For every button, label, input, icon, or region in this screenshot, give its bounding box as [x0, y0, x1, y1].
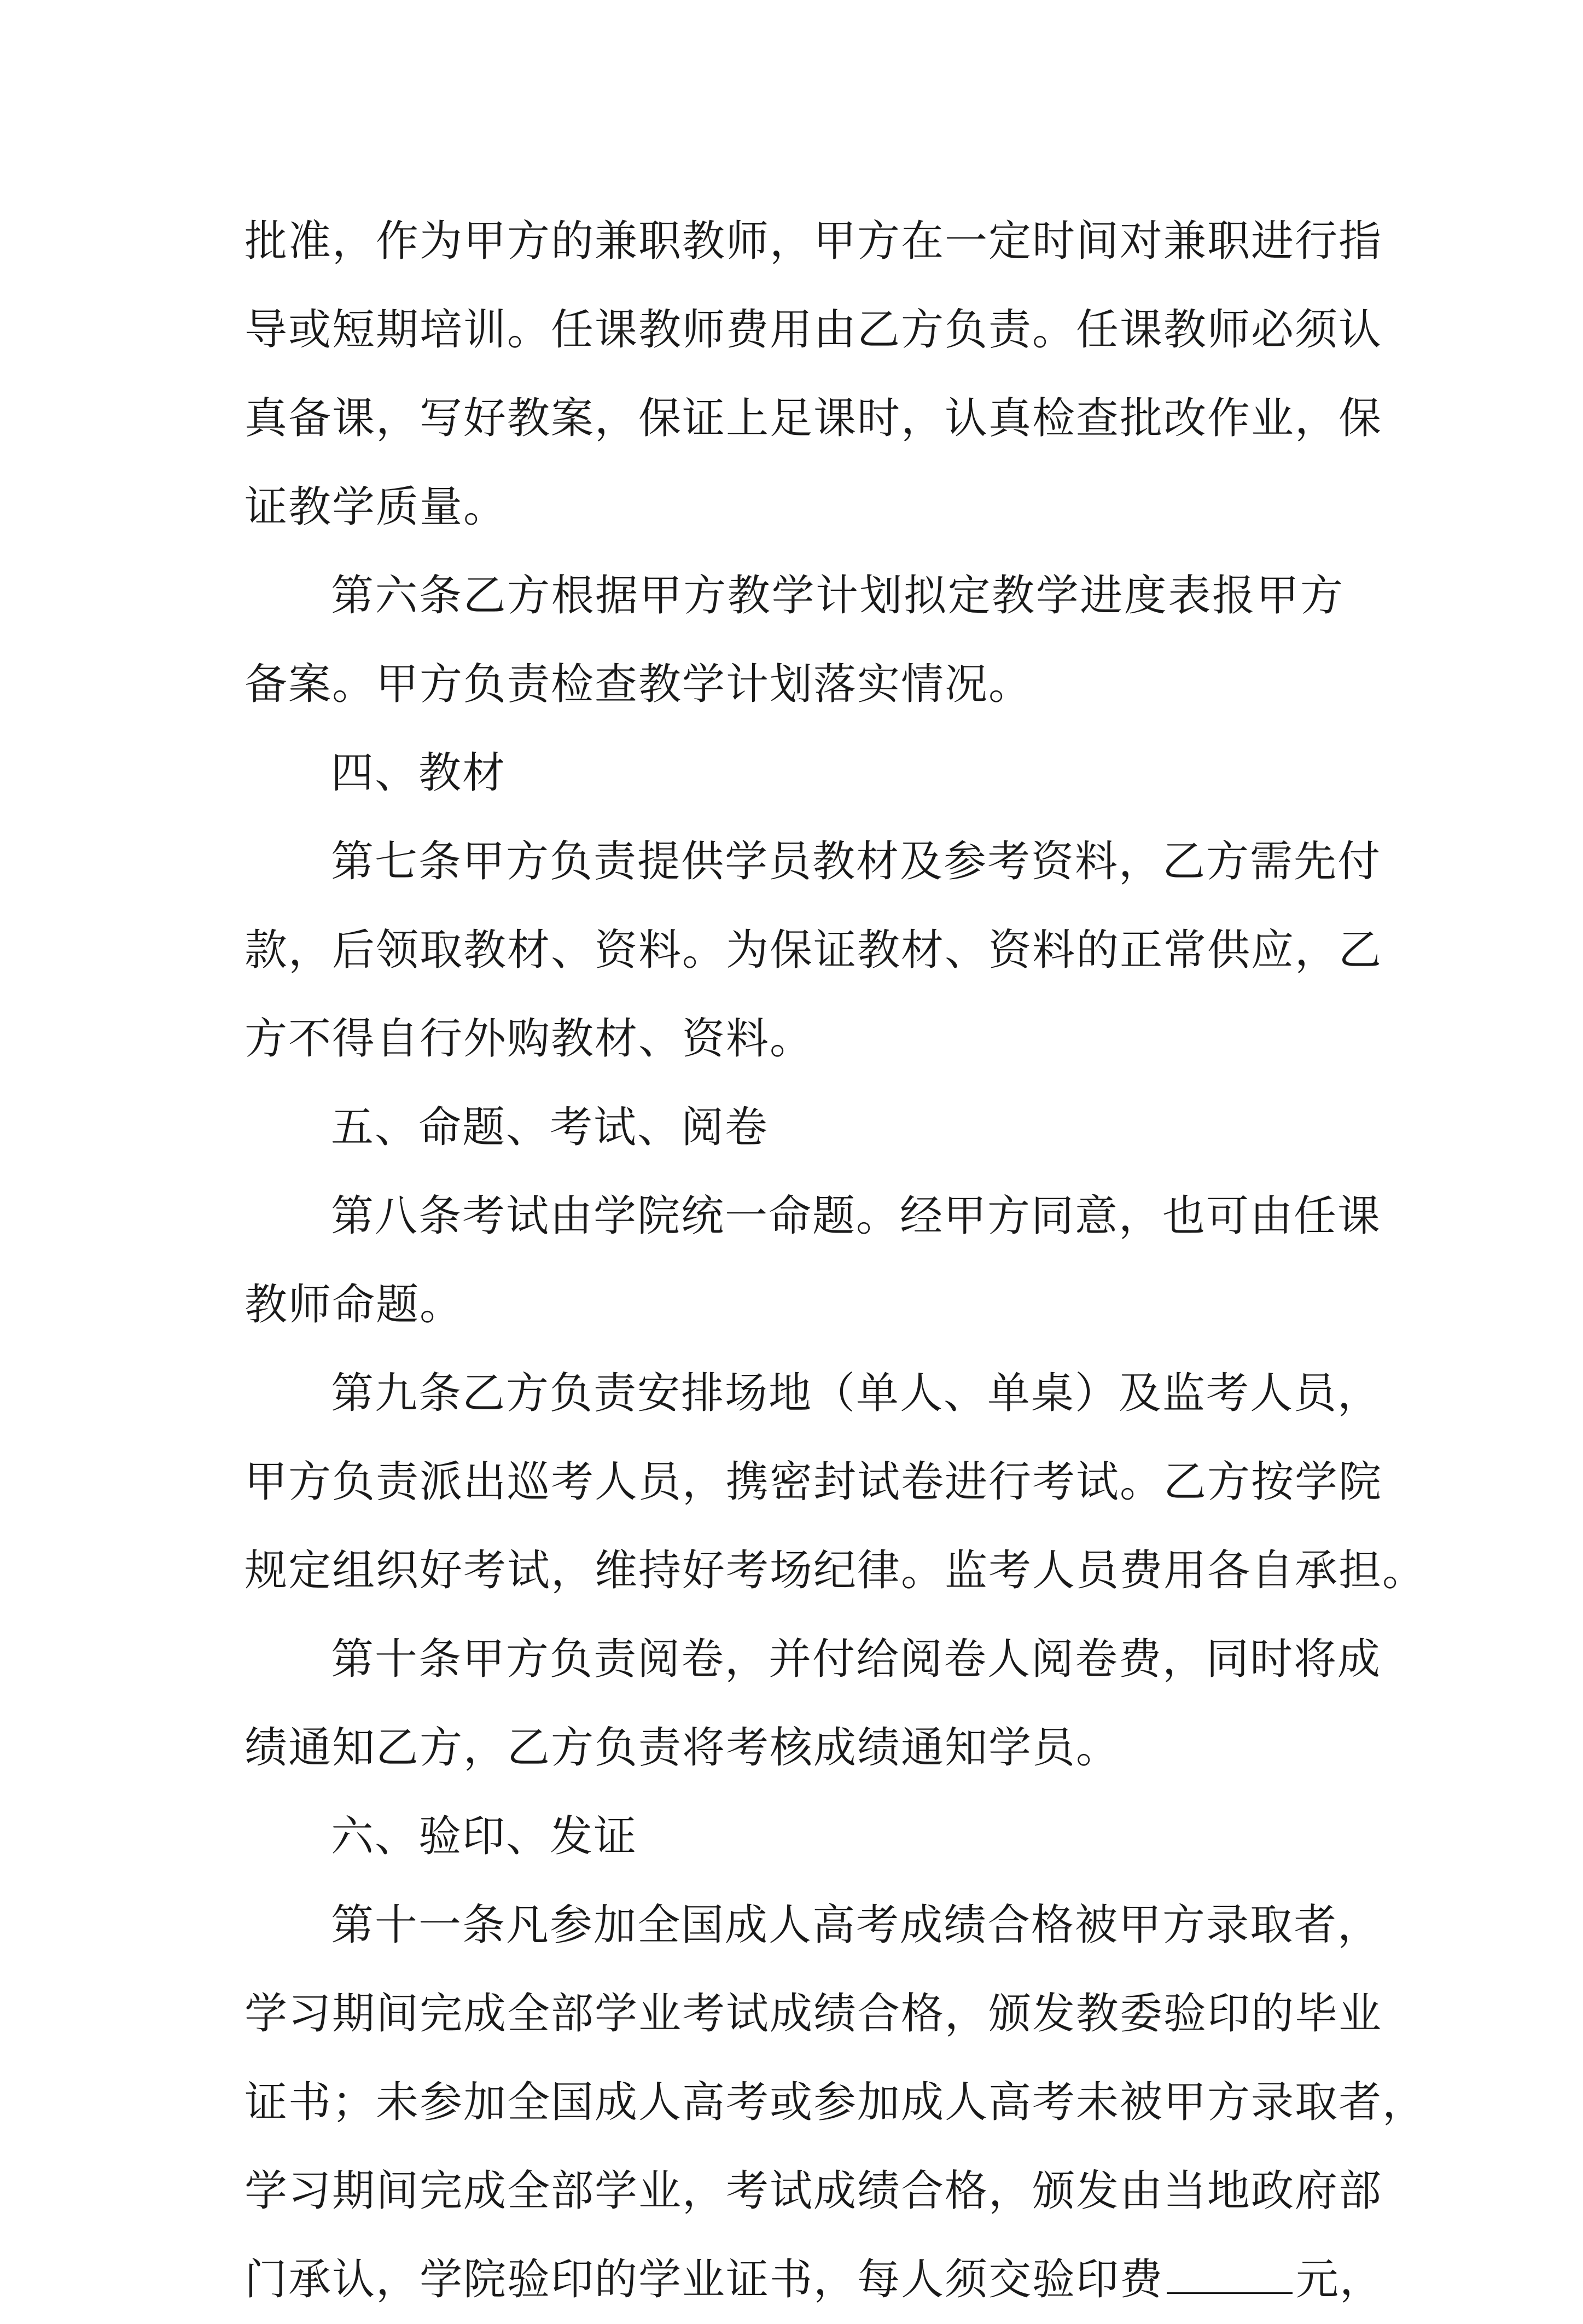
text-line: 方不得自行外购教材、资料。	[245, 1014, 814, 1064]
text-line: 学习期间完成全部学业考试成绩合格，颁发教委验印的毕业	[245, 1989, 1383, 2038]
fee-blank	[1167, 2254, 1293, 2294]
text-line: 导或短期培训。任课教师费用由乙方负责。任课教师必须认	[245, 305, 1383, 355]
text-line: 教师命题。	[245, 1280, 464, 1329]
text-line: 第十一条凡参加全国成人高考成绩合格被甲方录取者，	[331, 1901, 1382, 1950]
text-line: 批准，作为甲方的兼职教师，甲方在一定时间对兼职进行指	[245, 217, 1383, 266]
text-line: 五、命题、考试、阅卷	[331, 1103, 769, 1152]
text-line: 甲方负责派出巡考人员，携密封试卷进行考试。乙方按学院	[245, 1457, 1383, 1507]
text-line: 真备课，写好教案，保证上足课时，认真检查批改作业，保	[245, 394, 1383, 443]
text-line: 第九条乙方负责安排场地（单人、单桌）及监考人员，	[331, 1369, 1382, 1418]
text-line: 规定组织好考试，维持好考场纪律。监考人员费用各自承担。	[245, 1546, 1427, 1595]
text-line: 证书；未参加全国成人高考或参加成人高考未被甲方录取者，	[245, 2078, 1427, 2127]
final-line-unit: 元，	[1296, 2255, 1384, 2304]
text-line: 第八条考试由学院统一命题。经甲方同意，也可由任课	[331, 1192, 1382, 1241]
text-line: 四、教材	[331, 748, 507, 798]
text-line: 六、验印、发证	[331, 1812, 638, 1861]
document-page	[245, 197, 1427, 2235]
text-line: 第十条甲方负责阅卷，并付给阅卷人阅卷费，同时将成	[331, 1635, 1382, 1684]
text-line: 绩通知乙方，乙方负责将考核成绩通知学员。	[245, 1723, 1120, 1773]
text-line: 证教学质量。	[245, 483, 508, 532]
final-line-text: 门承认，学院验印的学业证书，每人须交验印费	[245, 2255, 1164, 2304]
text-line: 备案。甲方负责检查教学计划落实情况。	[245, 660, 1033, 709]
text-line: 学习期间完成全部学业，考试成绩合格，颁发由当地政府部	[245, 2166, 1383, 2216]
text-line: 第七条甲方负责提供学员教材及参考资料，乙方需先付	[331, 837, 1382, 886]
final-line	[245, 2235, 1384, 2324]
text-line: 款，后领取教材、资料。为保证教材、资料的正常供应，乙	[245, 926, 1383, 975]
text-line: 第六条乙方根据甲方教学计划拟定教学进度表报甲方	[331, 571, 1344, 620]
